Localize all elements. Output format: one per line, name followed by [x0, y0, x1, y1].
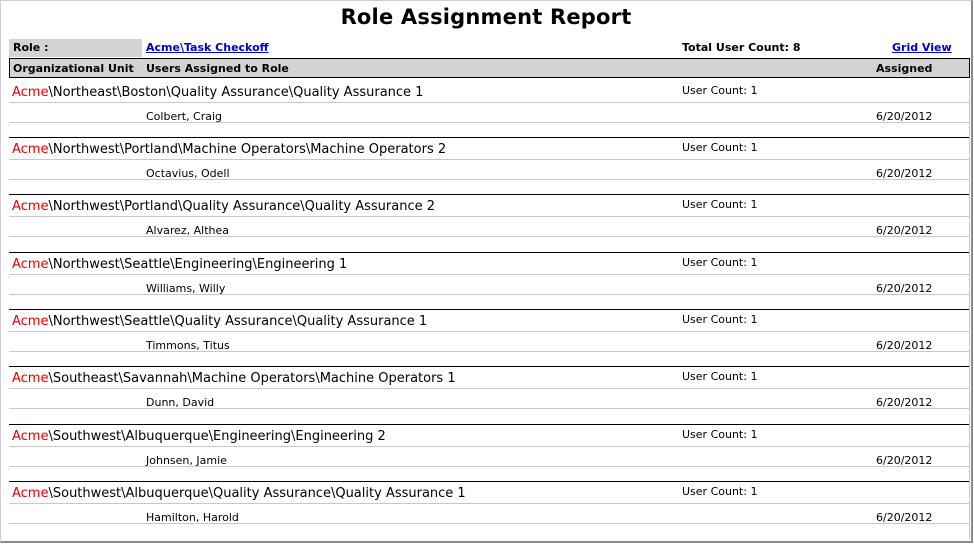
group-divider [9, 309, 970, 310]
org-unit-path [12, 199, 435, 214]
row-divider [9, 331, 969, 332]
column-header-users: Users Assigned to Role [146, 62, 289, 75]
user-count: User Count: 1 [682, 256, 758, 269]
assigned-date: 6/20/2012 [876, 224, 933, 237]
org-path: \Southwest\Albuquerque\Engineering\Engineering 2 [48, 429, 386, 444]
assigned-date: 6/20/2012 [876, 282, 933, 295]
grid-view-link[interactable]: Grid View [892, 41, 952, 54]
assigned-date: 6/20/2012 [876, 339, 933, 352]
org-root: Acme [12, 371, 49, 386]
group-divider [9, 194, 970, 195]
org-root: Acme [12, 429, 49, 444]
org-unit-group [9, 424, 970, 482]
right-border [969, 80, 970, 138]
user-name: Dunn, David [146, 396, 215, 409]
group-divider [9, 481, 970, 482]
org-unit-group [9, 137, 970, 195]
column-header-assigned: Assigned [876, 62, 933, 75]
right-border [969, 137, 970, 195]
assigned-date: 6/20/2012 [876, 511, 933, 524]
org-root: Acme [12, 199, 49, 214]
org-root: Acme [12, 486, 49, 501]
right-border [969, 309, 970, 367]
org-unit-group [9, 366, 970, 424]
user-name: Hamilton, Harold [146, 511, 239, 524]
org-unit-path [12, 371, 456, 386]
org-path: \Northeast\Boston\Quality Assurance\Quality Assurance 1 [48, 85, 424, 100]
user-count: User Count: 1 [682, 428, 758, 441]
user-count: User Count: 1 [682, 313, 758, 326]
org-path: \Southeast\Savannah\Machine Operators\Machine Operators 1 [48, 371, 456, 386]
user-name: Johnsen, Jamie [146, 454, 227, 467]
group-divider [9, 424, 970, 425]
report-title: Role Assignment Report [340, 5, 632, 29]
right-border [969, 424, 970, 482]
org-unit-path [12, 314, 427, 329]
role-row [9, 39, 971, 57]
user-count: User Count: 1 [682, 370, 758, 383]
org-root: Acme [12, 257, 49, 272]
org-unit-group [9, 80, 970, 138]
row-divider [9, 102, 969, 103]
user-count: User Count: 1 [682, 198, 758, 211]
org-path: \Northwest\Portland\Quality Assurance\Quality Assurance 2 [48, 199, 436, 214]
org-unit-group [9, 252, 970, 310]
user-count: User Count: 1 [682, 84, 758, 97]
user-count: User Count: 1 [682, 485, 758, 498]
user-name: Alvarez, Althea [146, 224, 230, 237]
right-border [969, 481, 970, 539]
row-divider [9, 216, 969, 217]
column-header-row [9, 58, 970, 78]
column-header-org-unit: Organizational Unit [13, 62, 134, 75]
row-divider [9, 388, 969, 389]
assigned-date: 6/20/2012 [876, 167, 933, 180]
user-count: User Count: 1 [682, 141, 758, 154]
org-unit-group [9, 309, 970, 367]
right-border [969, 252, 970, 310]
row-divider [9, 159, 969, 160]
org-unit-path [12, 142, 446, 157]
right-border [969, 194, 970, 252]
right-border [969, 366, 970, 424]
org-unit-path [12, 85, 423, 100]
org-path: \Northwest\Seattle\Quality Assurance\Quality Assurance 1 [48, 314, 428, 329]
total-user-count: Total User Count: 8 [682, 41, 801, 54]
assigned-date: 6/20/2012 [876, 110, 933, 123]
org-unit-path [12, 486, 466, 501]
group-divider [9, 252, 970, 253]
group-divider [9, 366, 970, 367]
org-unit-path [12, 429, 386, 444]
org-root: Acme [12, 142, 49, 157]
user-name: Octavius, Odell [146, 167, 230, 180]
user-name: Williams, Willy [146, 282, 226, 295]
org-path: \Northwest\Portland\Machine Operators\Machine Operators 2 [48, 142, 447, 157]
org-unit-group [9, 481, 970, 539]
user-name: Timmons, Titus [146, 339, 230, 352]
assigned-date: 6/20/2012 [876, 454, 933, 467]
org-root: Acme [12, 85, 49, 100]
row-divider [9, 446, 969, 447]
user-name: Colbert, Craig [146, 110, 223, 123]
row-divider [9, 503, 969, 504]
org-unit-group [9, 194, 970, 252]
row-divider [9, 274, 969, 275]
org-root: Acme [12, 314, 49, 329]
org-path: \Southwest\Albuquerque\Quality Assurance\Quality Assurance 1 [48, 486, 466, 501]
role-label: Role : [9, 39, 142, 57]
group-divider [9, 137, 970, 138]
org-path: \Northwest\Seattle\Engineering\Engineering 1 [48, 257, 348, 272]
assigned-date: 6/20/2012 [876, 396, 933, 409]
org-unit-path [12, 257, 347, 272]
role-link[interactable]: Acme\Task Checkoff [146, 41, 269, 54]
